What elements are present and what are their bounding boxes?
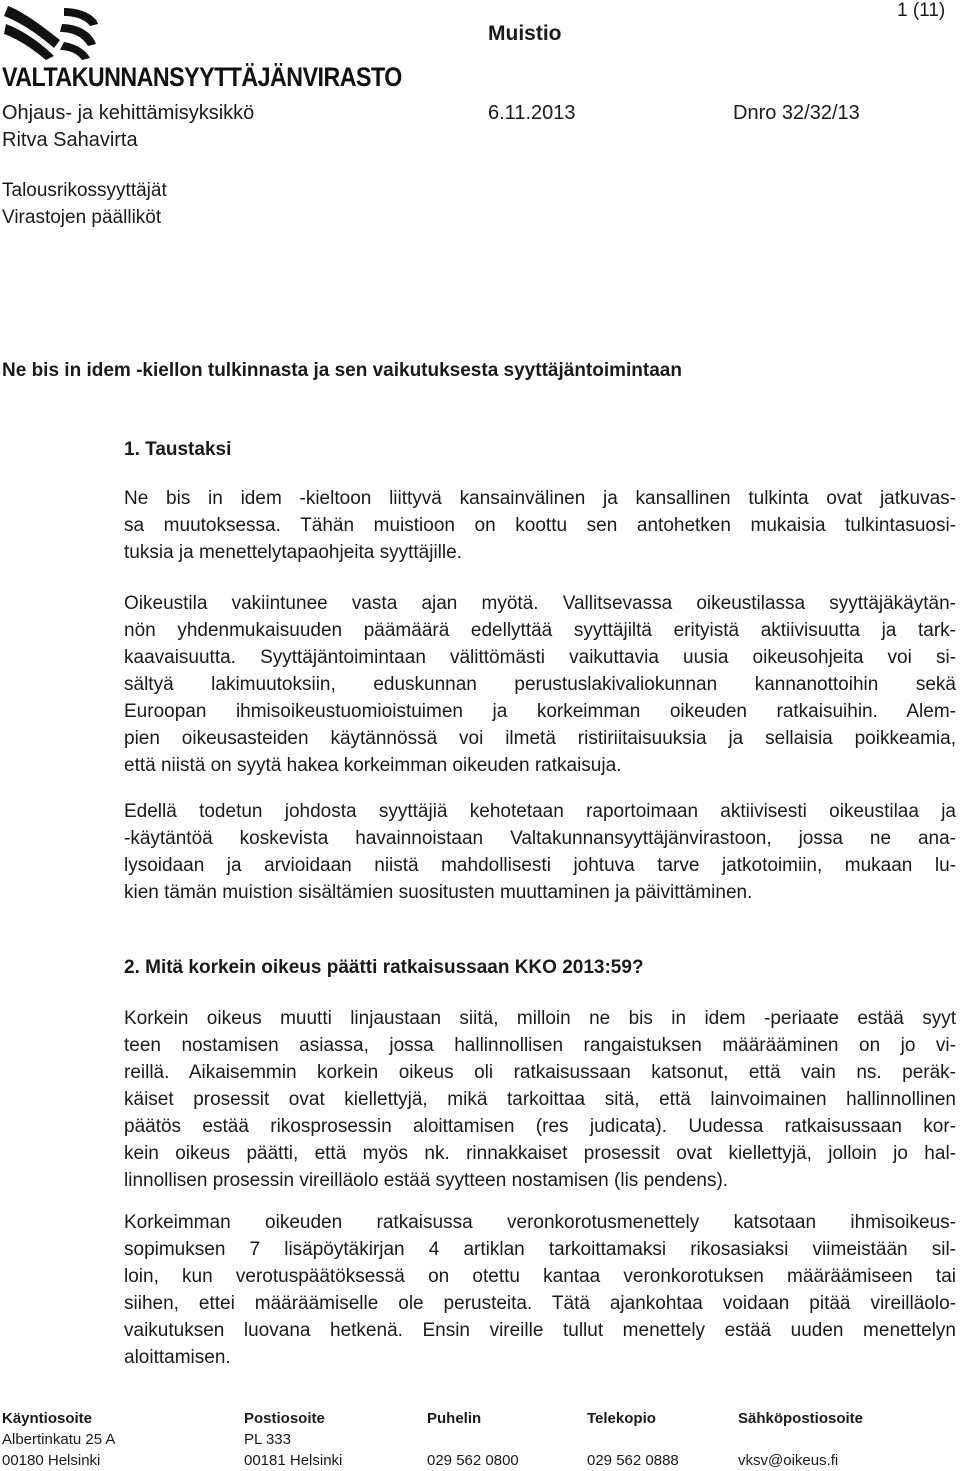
text-line: päätös estää rikosprosessin aloittamisen (res judicata). Uudessa ratkaisussaan kor-	[124, 1116, 956, 1137]
footer-heading: Sähköpostiosoite	[738, 1410, 864, 1427]
footer-heading: Telekopio	[587, 1410, 656, 1427]
text-line: kien tämän muistion sisältämien suositusten muuttaminen ja päivittäminen.	[124, 882, 753, 903]
footer-line	[427, 1429, 519, 1450]
section-heading: 2. Mitä korkein oikeus päätti ratkaisussaan KKO 2013:59?	[124, 957, 644, 978]
unit-name: Ohjaus- ja kehittämisyksikkö	[2, 102, 255, 124]
footer-post-address	[244, 1408, 342, 1471]
text-line: reillä. Aikaisemmin korkein oikeus oli ratkaisussaan katsonut, että vain ns. peräk-	[124, 1062, 956, 1083]
recipient: Talousrikossyyttäjät	[2, 180, 167, 201]
section-heading: 1. Taustaksi	[124, 439, 232, 460]
footer-line: PL 333	[244, 1431, 291, 1448]
text-line: teen nostamisen asiassa, jossa hallinnollisen rangaistuksen määrääminen on jo vi-	[124, 1035, 956, 1056]
record-number: Dnro 32/32/13	[733, 102, 860, 124]
footer-heading: Postiosoite	[244, 1410, 325, 1427]
text-line: loin, kun verotuspäätöksessä on otettu kantaa veronkorotuksen määräämiseen tai	[124, 1266, 956, 1287]
paragraph	[124, 1209, 956, 1371]
footer-line: 029 562 0888	[587, 1452, 679, 1469]
document-type: Muistio	[488, 22, 562, 45]
footer-phone	[427, 1408, 519, 1471]
text-line: aloittamisen.	[124, 1347, 231, 1368]
footer	[2, 1408, 952, 1468]
footer-heading: Käyntiosoite	[2, 1410, 93, 1427]
document-subject: Ne bis in idem -kiellon tulkinnasta ja sen vaikutuksesta syyttäjäntoimintaan	[2, 360, 682, 381]
text-line: tuksia ja menettelytapaohjeita syyttäjille.	[124, 542, 462, 563]
paragraph	[124, 485, 956, 566]
text-line: sältyä lakimuutoksiin, eduskunnan perustuslakivaliokunnan kannanottoihin sekä	[124, 674, 956, 695]
footer-fax	[587, 1408, 679, 1471]
footer-line	[587, 1429, 679, 1450]
text-line: Oikeustila vakiintunee vasta ajan myötä. Vallitsevassa oikeustilassa syyttäjäkäytän-	[124, 593, 956, 614]
footer-line: Albertinkatu 25 A	[2, 1431, 116, 1448]
text-line: Edellä todetun johdosta syyttäjiä kehotetaan raportoimaan aktiivisesti oikeustilaa ja	[124, 801, 956, 822]
paragraph	[124, 1005, 956, 1194]
page-number: 1 (11)	[897, 0, 946, 21]
document-date: 6.11.2013	[488, 102, 576, 124]
text-line: -käytäntöä koskevista havainnoistaan Valtakunnansyyttäjänvirastoon, jossa ne ana-	[124, 828, 956, 849]
text-line: Korkeimman oikeuden ratkaisussa veronkorotusmenettely katsotaan ihmisoikeus-	[124, 1212, 956, 1233]
agency-logo-text: VALTAKUNNANSYYTTÄJÄNVIRASTO	[2, 62, 402, 92]
footer-line: 00181 Helsinki	[244, 1452, 343, 1469]
footer-email	[738, 1408, 863, 1471]
footer-line: vksv@oikeus.fi	[738, 1452, 839, 1469]
paragraph	[124, 590, 956, 779]
footer-line: 00180 Helsinki	[2, 1452, 101, 1469]
footer-visit-address	[2, 1408, 115, 1471]
footer-line: 029 562 0800	[427, 1452, 519, 1469]
text-line: sa muutoksessa. Tähän muistioon on koottu sen antohetken mukaisia tulkintasuosi-	[124, 515, 956, 536]
footer-heading: Puhelin	[427, 1410, 482, 1427]
text-line: nön yhdenmukaisuuden päämäärä edellyttää syyttäjiltä erityistä aktiivisuutta ja tark-	[124, 620, 956, 641]
text-line: kein oikeus päätti, että myös nk. rinnakkaiset prosessit ovat kiellettyjä, jolloin jo hal-	[124, 1143, 956, 1164]
paragraph	[124, 798, 956, 906]
text-line: käiset prosessit ovat kiellettyjä, mikä tarkoittaa sitä, että lainvoimainen hallinnollinen	[124, 1089, 956, 1110]
emblem-icon	[2, 2, 102, 62]
text-line: pien oikeusasteiden käytännössä voi ilmetä ristiriitaisuuksia ja sellaisia poikkeamia,	[124, 728, 956, 749]
text-line: siihen, ettei määräämiselle ole perusteita. Tätä ajankohtaa voidaan pitää vireilläolo-	[124, 1293, 956, 1314]
text-line: Euroopan ihmisoikeustuomioistuimen ja korkeimman oikeuden ratkaisuihin. Alem-	[124, 701, 956, 722]
author-name: Ritva Sahavirta	[2, 129, 138, 151]
text-line: kaavaisuutta. Syyttäjäntoimintaan välittömästi vaikuttavia uusia oikeusohjeita voi si-	[124, 647, 956, 668]
footer-line	[738, 1429, 863, 1450]
text-line: että niistä on syytä hakea korkeimman oikeuden ratkaisuja.	[124, 755, 622, 776]
text-line: sopimuksen 7 lisäpöytäkirjan 4 artiklan tarkoittamaksi rikosasiaksi viimeistään sil-	[124, 1239, 956, 1260]
text-line: Korkein oikeus muutti linjaustaan siitä, milloin ne bis in idem -periaate estää syyt	[124, 1008, 956, 1029]
recipient: Virastojen päälliköt	[2, 207, 162, 228]
text-line: vaikutuksen luovana hetkenä. Ensin vireille tullut menettely estää uuden menettelyn	[124, 1320, 956, 1341]
text-line: linnollisen prosessin vireilläolo estää syytteen nostamisen (lis pendens).	[124, 1170, 729, 1191]
text-line: lysoidaan ja arvioidaan niistä mahdollisesti johtuva tarve jatkotoimiin, mukaan lu-	[124, 855, 956, 876]
text-line: Ne bis in idem -kieltoon liittyvä kansainvälinen ja kansallinen tulkinta ovat jatkuvas-	[124, 488, 956, 509]
